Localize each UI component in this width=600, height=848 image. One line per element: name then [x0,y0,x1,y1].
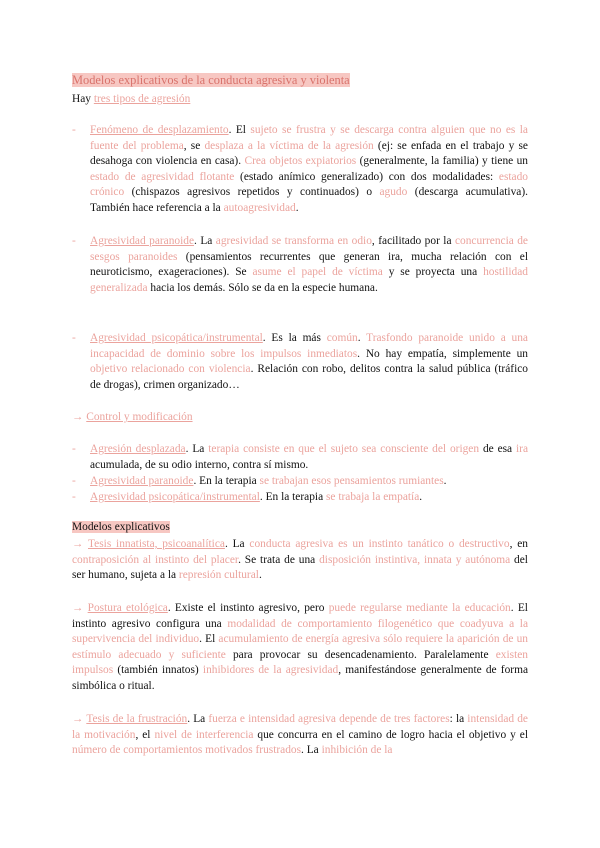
body-text: acumulada, de su odio interno, contra sí mismo. [90,458,309,471]
body-text: y se proyecta una [382,266,484,279]
body-text: . No hay empatía, simplemente un [357,347,528,360]
highlighted-phrase: Trasfondo paranoide unido a una incapacidad de dominio sobre los impulsos inmediatos [90,332,528,360]
body-text: (generalmente, la familia) y tiene un [356,155,528,168]
highlighted-phrase: conducta agresiva es un instinto tanático o destructivo [249,538,510,550]
body-text: para provocar su desencadenamiento. Paralelamente [225,648,496,661]
highlighted-phrase: asume el papel de víctima [252,266,383,279]
body-text: : la [449,713,468,725]
term-label: Agresividad psicopática/instrumental [90,332,263,344]
page-title-text: Modelos explicativos de la conducta agresiva y violenta [72,73,350,87]
body-text: . El [228,124,251,136]
control-item-psicopatica [72,490,528,506]
highlighted-phrase: acumulamiento de energía agresiva sólo requiere la aparición de un estímulo adecuado y suficiente [72,633,528,661]
highlighted-phrase: estado crónico [90,170,529,199]
highlighted-phrase: modalidad de comportamiento filogenético que coadyuva a la supervivencia del individuo [72,617,529,646]
bullet-dash: - [72,491,76,503]
bullet-dash: - [72,235,76,247]
body-text: . En la terapia [193,475,260,487]
highlighted-phrase: número de comportamientos motivados frustrados [72,744,302,757]
page-title [72,72,528,88]
body-text: (también innatos) [113,664,203,677]
highlighted-phrase: ira [516,443,529,455]
body-text: , manifestándose generalmente de forma simbólica o ritual. [72,664,528,692]
body-text: . [443,475,447,487]
highlighted-phrase: se trabajan esos pensamientos rumiantes [259,475,444,487]
control-heading [72,410,528,426]
highlighted-phrase: estado de agresividad flotante [90,170,235,183]
body-text: del ser humano, sujeta a la [72,553,528,582]
body-text: , en [509,538,528,550]
term-label: Postura etológica [87,602,168,614]
intro-line [72,92,528,108]
term-label: Tesis de la frustración [86,713,188,725]
model-innatista [72,537,528,584]
model-frustracion [72,712,528,759]
body-text: . La [194,235,216,247]
body-text: (pensamientos recurrentes que generan ira, mucha relación con el neuroticismo, exageraciones). Se [90,250,528,279]
list-item-paranoide [72,234,528,296]
control-label: Control y modificación [86,411,193,423]
body-text: . Existe el instinto agresivo, pero [167,602,329,614]
highlighted-phrase: autoagresividad [223,201,296,214]
highlighted-phrase: nivel de interferencia [154,728,254,741]
highlighted-phrase: → [72,713,87,725]
control-item-paranoide [72,474,528,490]
bullet-dash: - [72,443,76,455]
bullet-dash: - [72,124,76,136]
control-item-desplazada [72,442,529,473]
highlighted-phrase: intensidad de la motivación [72,713,528,741]
arrow-icon: → [72,411,84,423]
body-text: . En la terapia [259,491,326,503]
model-etologica [72,601,528,695]
highlighted-phrase: objetivo relacionado con violencia [90,363,251,376]
body-text: (chispazos agresivos repetidos y continuados) o [124,186,380,199]
body-text: . [258,569,262,582]
body-text: (estado anímico generalizado) con dos modalidades: [234,170,499,183]
term-label: Tesis innatista, psicoanalítica [88,538,225,550]
body-text: . La [185,443,209,455]
bullet-dash: - [72,475,76,487]
highlighted-phrase: sujeto se frustra y se descarga contra alguien que no es la fuente del problema [90,124,528,152]
body-text: , facilitado por la [371,235,455,247]
term-label: Agresividad paranoide [90,475,194,487]
intro-lead: Hay [72,93,91,105]
highlighted-phrase: desplaza a la víctima de la agresión [204,139,374,152]
highlighted-phrase: agudo [379,186,408,199]
term-label: Agresión desplazada [90,443,186,455]
term-label: Agresividad psicopática/instrumental [90,491,260,503]
body-text: . La [224,538,250,550]
body-text: , el [135,728,155,741]
body-text: . Relación con robo, delitos contra la salud pública (tráfico de drogas), crimen organizado… [90,363,528,391]
body-text: de esa [479,443,516,455]
highlighted-phrase: se trabaja la empatía [325,491,420,503]
highlighted-phrase: → [72,602,88,614]
highlighted-phrase: inhibidores de la agresividad [202,664,339,677]
highlighted-phrase: hostilidad generalizada [90,266,528,294]
models-heading-text: Modelos explicativos [72,521,170,533]
body-text: (ej: se enfada en el trabajo y se desahoga con violencia en casa). [90,139,528,168]
highlighted-phrase: agresividad se transforma en odio [215,235,372,247]
highlighted-phrase: puede regularse mediante la educación [328,602,511,614]
highlighted-phrase: contraposición al instinto del placer [72,553,239,566]
highlighted-phrase: disposición instintiva, innata y autónoma [319,553,511,566]
term-label: Fenómeno de desplazamiento [90,124,229,136]
highlighted-phrase: Crea objetos expiatorios [244,155,357,168]
body-text: , se [183,139,205,152]
highlighted-phrase: común [326,332,358,344]
highlighted-phrase: → [72,538,88,550]
intro-types: tres tipos de agresión [93,93,191,105]
body-text: . La [301,744,322,757]
body-text: . [419,491,423,503]
highlighted-phrase: terapia consiste en que el sujeto sea consciente del origen [208,443,480,455]
body-text: . El instinto agresivo configura una [72,602,528,630]
body-text: . [357,332,367,344]
body-text: (descarga acumulativa). También hace referencia a la [90,186,528,214]
bullet-dash: - [72,332,76,344]
body-text: hacia los demás. Sólo se da en la especie humana. [147,281,378,294]
highlighted-phrase: represión cultural [178,569,259,582]
highlighted-phrase: inhibición de la [321,744,393,757]
list-item-psicopatica [72,331,528,393]
body-text: . El [199,633,219,646]
highlighted-phrase: concurrencia de sesgos paranoides [90,235,528,263]
body-text: . Es la más [262,332,327,344]
highlighted-phrase: existen impulsos [72,648,528,677]
models-heading [72,520,528,536]
list-item-desplazamiento [72,123,529,217]
body-text: . [295,201,299,214]
highlighted-phrase: fuerza e intensidad agresiva depende de tres factores [208,713,450,725]
body-text: . La [187,713,209,725]
body-text: que concurra en el camino de logro hacia el objetivo y el [253,728,529,741]
body-text: . Se trata de una [238,553,320,566]
term-label: Agresividad paranoide [90,235,195,247]
